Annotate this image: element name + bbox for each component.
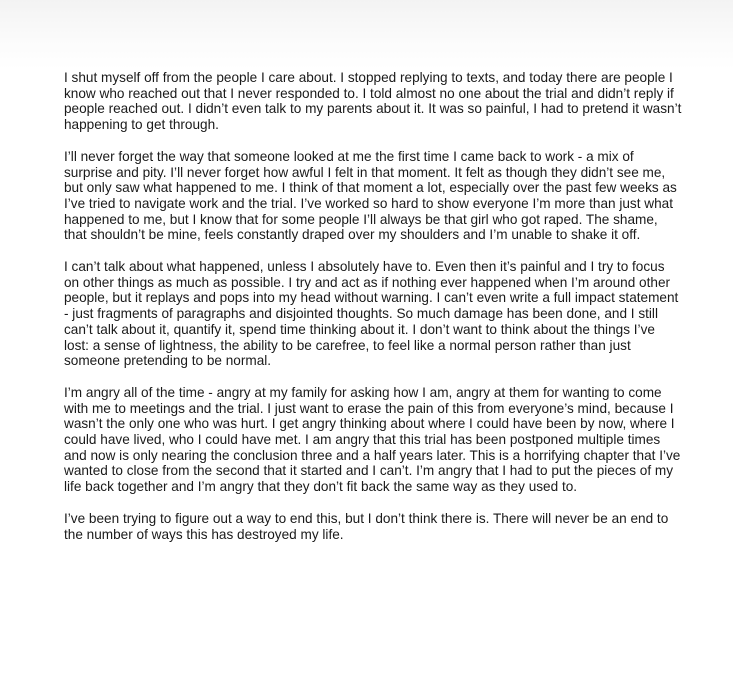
paragraph-2: I’ll never forget the way that someone looked at me the first time I came back to work - a mix of surprise and pity. I’ll never forget how awful I felt in that moment. It felt as though they didn’t see me, but only saw what happened to me. I think of that moment a lot, especially over the past few weeks as I’ve tried to navigate work and the trial. I’ve worked so hard to show everyone I’m more than just what happened to me, but I know that for some people I’ll always be that girl who got raped. The shame, that shouldn’t be mine, feels constantly draped over my shoulders and I’m unable to shake it off. bbox=[64, 148, 677, 243]
paragraph-1: I shut myself off from the people I care about. I stopped replying to texts, and today there are people I know who reached out that I never responded to. I told almost no one about the trial and didn’t reply if people reached out. I didn’t even talk to my parents about it. It was so painful, I had to pretend it wasn’t happening to get through. bbox=[64, 70, 682, 133]
paragraph-3: I can’t talk about what happened, unless I absolutely have to. Even then it’s painful and I try to focus on other things as much as possible. I try and act as if nothing ever happened when I’m around other people, but it replays and pops into my head without warning. I can’t even write a full impact statement - just fragments of paragraphs and disjointed thoughts. So much damage has been done, and I still can’t talk about it, quantify it, spend time thinking about it. I don’t want to think about the things I’ve lost: a sense of lightness, the ability to be carefree, to feel like a normal person rather than just someone pretending to be normal. bbox=[64, 259, 679, 369]
paragraph-4: I’m angry all of the time - angry at my family for asking how I am, angry at them for wanting to come with me to meetings and the trial. I just want to erase the pain of this from everyone’s mind, because I wasn’t the only one who was hurt. I get angry thinking about where I could have been by now, where I could have lived, who I could have met. I am angry that this trial has been postponed multiple times and now is only nearing the conclusion three and a half years later. This is a horrifying chapter that I’ve wanted to close from the second that it started and I can’t. I’m angry that I had to put the pieces of my life back together and I’m angry that they don’t fit back the same way as they used to. bbox=[64, 384, 681, 495]
document-body bbox=[64, 70, 682, 558]
paragraph-5: I’ve been trying to figure out a way to end this, but I don’t think there is. There will never be an end to the number of ways this has destroyed my life. bbox=[64, 510, 669, 542]
